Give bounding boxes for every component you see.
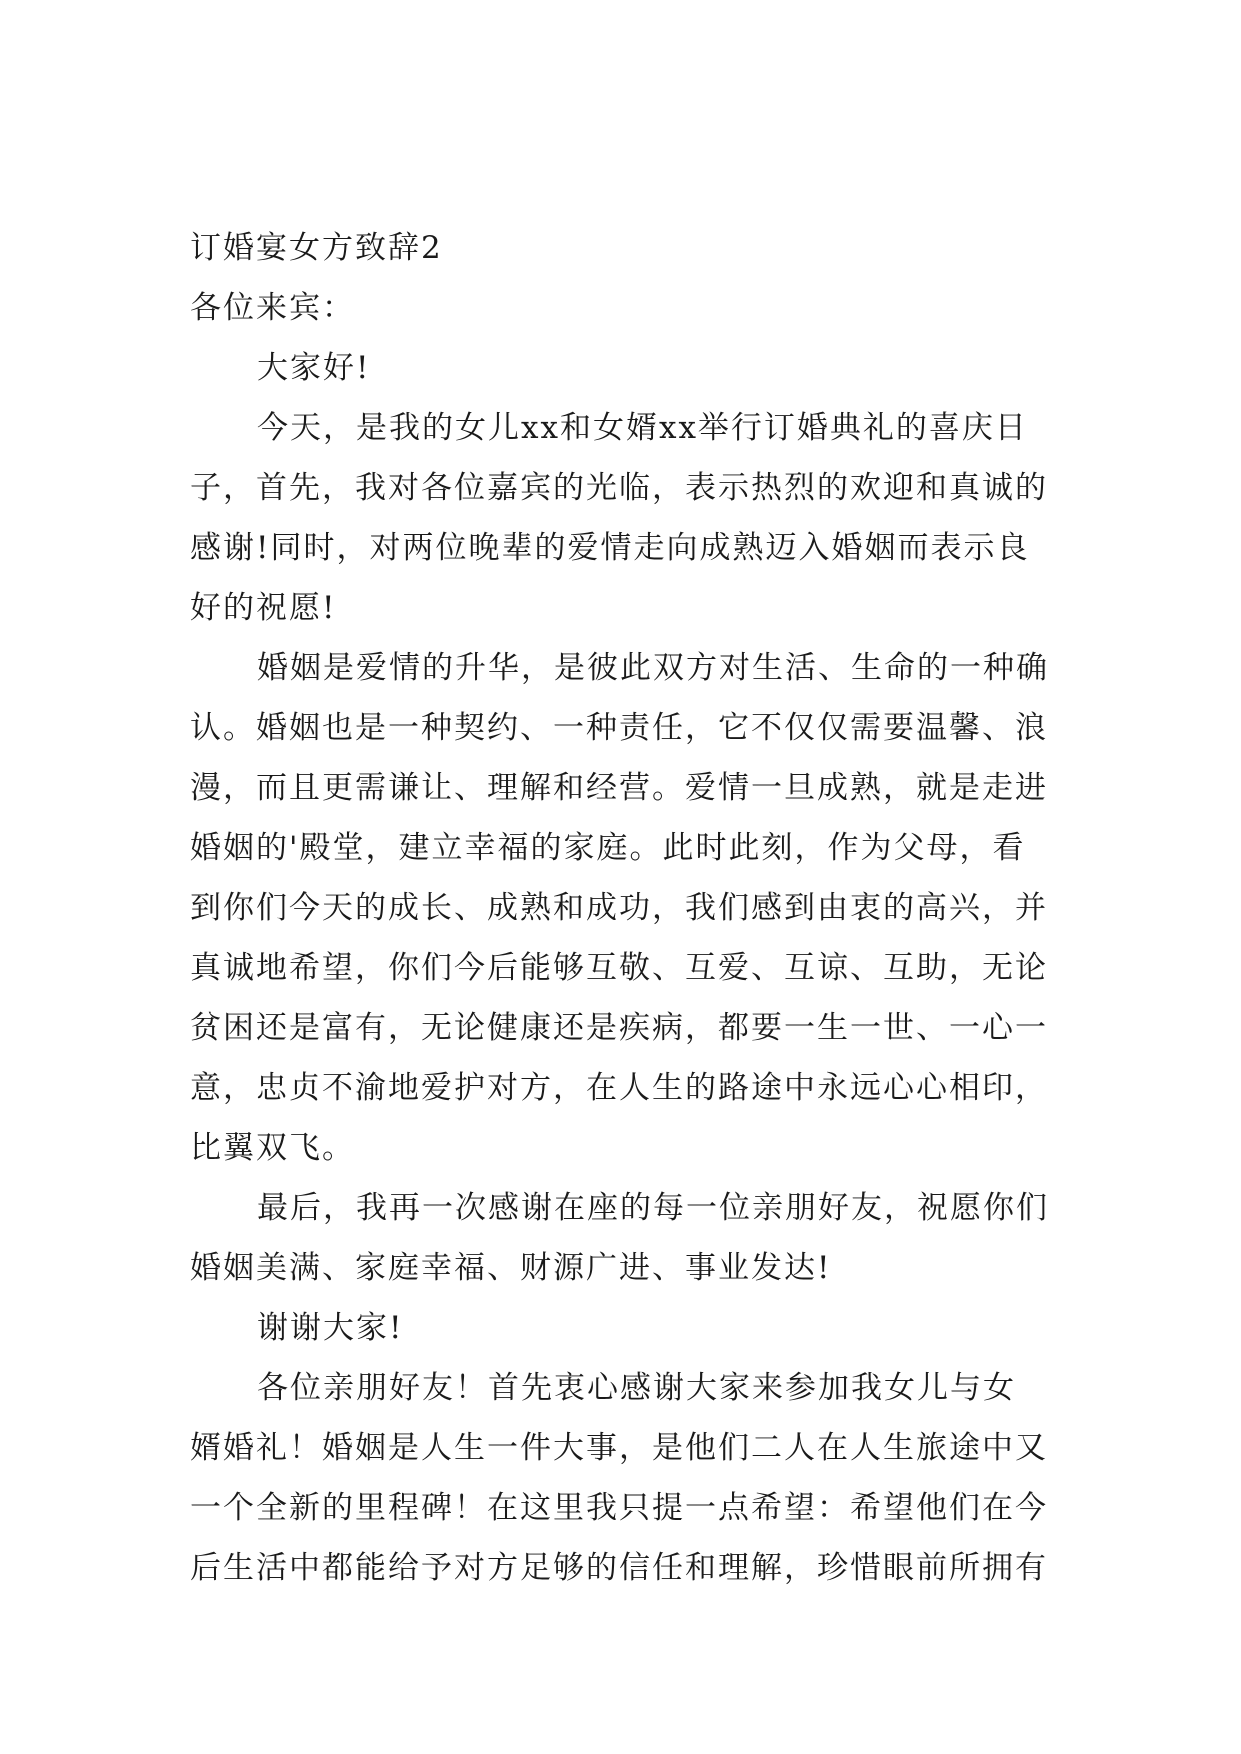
text-line: 认。婚姻也是一种契约、一种责任，它不仅仅需要温馨、浪 xyxy=(190,710,1048,746)
text-line: 今天，是我的女儿xx和女婿xx举行订婚典礼的喜庆日 xyxy=(257,410,1028,446)
salutation: 各位来宾： xyxy=(190,290,355,326)
text-line: 好的祝愿! xyxy=(190,590,337,626)
text-line: 各位亲朋好友！首先衷心感谢大家来参加我女儿与女 xyxy=(257,1370,1016,1406)
text-line: 婚姻是爱情的升华，是彼此双方对生活、生命的一种确 xyxy=(257,650,1049,686)
text-line: 婿婚礼！婚姻是人生一件大事，是他们二人在人生旅途中又 xyxy=(190,1430,1048,1466)
text-line: 后生活中都能给予对方足够的信任和理解，珍惜眼前所拥有 xyxy=(190,1550,1048,1586)
document-body xyxy=(190,218,1050,1598)
text-line: 最后，我再一次感谢在座的每一位亲朋好友，祝愿你们 xyxy=(257,1190,1049,1226)
text-line: 婚姻的'殿堂，建立幸福的家庭。此时此刻，作为父母，看 xyxy=(190,830,1026,866)
text-line: 贫困还是富有，无论健康还是疾病，都要一生一世、一心一 xyxy=(190,1010,1048,1046)
text-line: 一个全新的里程碑！在这里我只提一点希望：希望他们在今 xyxy=(190,1490,1048,1526)
text-line: 感谢!同时，对两位晚辈的爱情走向成熟迈入婚姻而表示良 xyxy=(190,530,1030,566)
text-line: 漫，而且更需谦让、理解和经营。爱情一旦成熟，就是走进 xyxy=(190,770,1048,806)
text-line: 婚姻美满、家庭幸福、财源广进、事业发达! xyxy=(190,1250,832,1286)
text-line: 到你们今天的成长、成熟和成功，我们感到由衷的高兴，并 xyxy=(190,890,1048,926)
document-title: 订婚宴女方致辞2 xyxy=(190,230,443,266)
paragraph-lines xyxy=(190,338,1050,1598)
text-line: 意，忠贞不渝地爱护对方，在人生的路途中永远心心相印， xyxy=(190,1070,1048,1106)
text-line: 真诚地希望，你们今后能够互敬、互爱、互谅、互助，无论 xyxy=(190,950,1048,986)
text-line: 比翼双飞。 xyxy=(190,1130,355,1166)
text-line: 大家好! xyxy=(257,350,371,386)
text-line: 子，首先，我对各位嘉宾的光临，表示热烈的欢迎和真诚的 xyxy=(190,470,1048,506)
text-line: 谢谢大家! xyxy=(257,1310,404,1346)
